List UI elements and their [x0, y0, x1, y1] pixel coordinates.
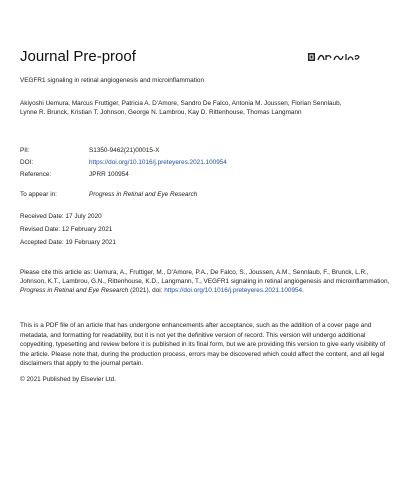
reference-label: Reference:: [20, 171, 52, 178]
reference-value: JPRR 100954: [89, 171, 129, 178]
article-authors: Akiyoshi Uemura, Marcus Fruttiger, Patricia A. D’Amore, Sandro De Falco, Antonia M. Joussen, Florian Sennlaub, Lynne R. Brunck, Kristian T. Johnson, George N. Lambrou, Kay D. Rittenhouse, Thomas Langmann: [20, 100, 342, 116]
citation-doi-prefix: doi:: [152, 287, 165, 294]
citation-year: (2021),: [128, 287, 151, 294]
pii-label: PII:: [20, 147, 30, 154]
received-date: Received Date: 17 July 2020: [20, 213, 102, 220]
accepted-date: Accepted Date: 19 February 2021: [20, 239, 116, 246]
doi-link[interactable]: https://doi.org/10.1016/j.preteyeres.2021.100954: [89, 159, 227, 166]
citation-paragraph: [20, 268, 392, 295]
to-appear-label: To appear in:: [20, 191, 57, 198]
citation-text: Please cite this article as: Uemura, A., Fruttiger, M., D’Amore, P.A., De Falco, S., Joussen, A.M., Sennlaub, F., Brunck, L.R., Johnson, K.T., Lambrou, G.N., Rittenhouse, K.D., Langmann, T., VEGFR1 signaling in retinal angiogenesis and microinflammation,: [20, 269, 390, 285]
journal-preproof-heading: Journal Pre-proof: [20, 48, 136, 65]
pii-value: S1350-9462(21)00015-X: [89, 147, 160, 154]
citation-journal: Progress in Retinal and Eye Research: [20, 287, 129, 294]
citation-end: .: [302, 287, 304, 294]
publisher-logo-icon: [308, 52, 360, 62]
citation-doi-link[interactable]: https://doi.org/10.1016/j.preteyeres.2021.100954: [164, 287, 303, 294]
doi-label: DOI:: [20, 159, 34, 166]
copyright-notice: © 2021 Published by Elsevier Ltd.: [20, 376, 117, 383]
disclaimer-paragraph: This is a PDF file of an article that has undergone enhancements after acceptance, such as the addition of a cover page and metadata, and formatting for readability, but it is not yet the definitive version of record. This version will undergo additional copyediting, typesetting and review before it is published in its final form, but we are providing this version to give early visibility of the article. Please note that, during the production process, errors may be discovered which could affect the content, and all legal disclaimers that apply to the journal pertain.: [20, 322, 386, 368]
revised-date: Revised Date: 12 February 2021: [20, 226, 113, 233]
journal-name: Progress in Retinal and Eye Research: [89, 191, 198, 198]
article-title: VEGFR1 signaling in retinal angiogenesis and microinflammation: [20, 77, 205, 84]
